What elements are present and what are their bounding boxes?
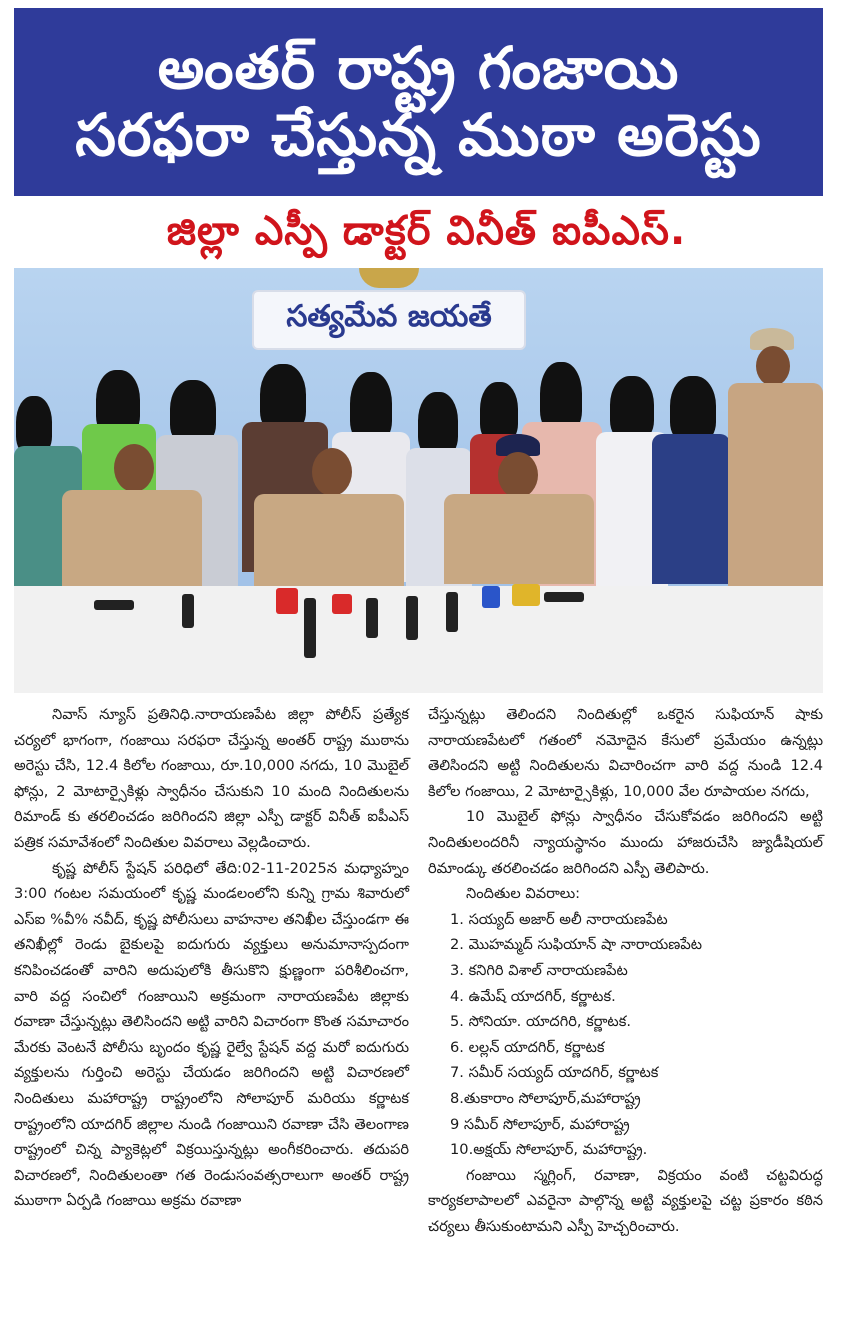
microphone: [406, 596, 418, 640]
article-column-left: [14, 702, 409, 1334]
microphone: [482, 586, 500, 608]
article-paragraph: 10 మొబైల్ ఫోన్లు స్వాధీనం చేసుకోవడం జరిగిందని అట్టి నిందితులందరినీ న్యాయస్థానం ముందు హాజరుచేసి జ్యుడీషియల్ రిమాండ్కు తరలించడం జరిగిందని ఎస్పీ తెలిపారు.: [428, 808, 823, 877]
microphone: [446, 592, 458, 632]
microphone: [544, 592, 584, 602]
accused-list-item: 9 సమీర్ సోలాపూర్, మహారాష్ట్ర: [450, 1115, 630, 1133]
accused-list-item: 6. లల్లన్ యాదగిర్, కర్ణాటక: [450, 1038, 605, 1056]
microphone: [276, 588, 298, 614]
press-table: [14, 586, 823, 693]
microphone: [332, 594, 352, 614]
accused-list-title: నిందితుల వివరాలు:: [466, 885, 581, 903]
accused-list-item: 4. ఉమేష్ యాదగిర్, కర్ణాటక.: [450, 987, 616, 1005]
accused-list-item: 5. సోనియా. యాదగిరి, కర్ణాటక.: [450, 1013, 631, 1031]
accused-list-item: 2. మొహమ్మద్ సుఫియాన్ షా నారాయణపేట: [450, 936, 702, 954]
article-paragraph: కృష్ణ పోలీస్ స్టేషన్ పరిధిలో తేది:02-11-2025న మధ్యాహ్నం 3:00 గంటల సమయంలో కృష్ణ మండలంలోని కున్ని గ్రామ శివారులో ఎస్ఐ %వీ% నవీద్, కృష్ణ పోలీసులు వాహనాల తనిఖీల చేస్తుండగా ఈ తనిఖీల్లో రెండు బైకులపై ఐదుగురు వ్యక్తులు అనుమానాస్పదంగా కనిపించడంతో వారిని అదుపులోకి తీసుకొని క్షుణ్ణంగా పరిశీలించగా, వారి వద్ద సంచిలో గంజాయిని అక్రమంగా నారాయణపేట జిల్లాకు రవాణా చేస్తున్నట్లు తెలిసిందని అట్టి వారిని విచారంగా కొంత సమాచారం మేరకు వెంటనే పోలీసు బృందం కృష్ణ రైల్వే స్టేషన్ వద్ద మరో ఐదుగురు వ్యక్తులను గుర్తించి అరెస్టు చేయడం జరిగిందని అట్టి విచారణలో నిందితులు మహారాష్ట్ర రాష్ట్రంలోని సోలాపూర్ మరియు కర్ణాటక రాష్ట్రంలోని యాదగిర్ జిల్లాల నుండి గంజాయిని రవాణా చేసి తెలంగాణ రాష్ట్రంలో చిన్న ప్యాకెట్లలో విక్రయిస్తున్నట్లు అంగీకరించారు. తదుపరి విచారణలో, నిందితులంతా గత రెండుసంవత్సరాలుగా అంతర్ రాష్ట్ర ముఠాగా ఏర్పడి గంజాయి అక్రమ రవాణా: [14, 859, 409, 1210]
article-paragraph: చేస్తున్నట్లు తెలిందని నిందితుల్లో ఒకరైన సుఫియాన్ షాకు నారాయణపేటలో గతంలో నమోదైన కేసులో ప్రమేయం ఉన్నట్లు తెలిసిందని అట్టి నిందితులను విచారించగా వారి వద్ద నుండి 12.4 కిలోల గంజాయి, 2 మోటార్సైకిళ్లు, 10,000 వేల రూపాయల నగదు,: [428, 706, 823, 800]
article-paragraph: గంజాయి స్మగ్లింగ్, రవాణా, విక్రయం వంటి చట్టవిరుద్ధ కార్యకలాపాలలో ఎవరైనా పాల్గొన్న అట్టి వ్యక్తులపై చట్ట ప్రకారం కఠిన చర్యలు తీసుకుంటామని ఎస్పీ హెచ్చరించారు.: [428, 1166, 823, 1235]
subheadline: జిల్లా ఎస్పీ డాక్టర్ వినీత్ ఐపీఎస్.: [166, 208, 687, 254]
press-meet-photo: [14, 268, 823, 693]
article-column-right: [428, 702, 823, 1334]
headline-banner: [14, 8, 823, 196]
accused-list-item: 3. కనిగిరి విశాల్ నారాయణపేట: [450, 961, 628, 979]
accused-list-item: 7. సమీర్ సయ్యద్ యాదగిర్, కర్ణాటక: [450, 1064, 659, 1082]
microphone: [304, 598, 316, 658]
accused-list: [428, 907, 823, 1163]
headline-line-1: అంతర్ రాష్ట్ర గంజాయి: [157, 34, 680, 103]
accused-list-item: 1. సయ్యద్ అజార్ అలీ నారాయణపేట: [450, 910, 668, 928]
microphone: [366, 598, 378, 638]
accused-list-item: 8.తుకారాం సోలాపూర్,మహారాష్ట్ర: [450, 1089, 641, 1107]
microphone: [182, 594, 194, 628]
headline-line-2: సరఫరా చేస్తున్న ముఠా అరెస్టు: [75, 101, 762, 169]
emblem-sign: సత్యమేవ జయతే: [252, 290, 526, 350]
microphone: [512, 584, 540, 606]
accused-list-item: 10.అక్షయ్ సోలాపూర్, మహారాష్ట్ర.: [450, 1141, 648, 1159]
article-body: [14, 702, 823, 1334]
article-paragraph: నివాస్ న్యూస్ ప్రతినిధి.నారాయణపేట జిల్లా పోలీస్ ప్రత్యేక చర్యలో భాగంగా, గంజాయి సరఫరా చేస్తున్న అంతర్ రాష్ట్ర ముఠాను అరెస్టు చేసి, 12.4 కిలోల గంజాయి, రూ.10,000 నగదు, 10 మొబైల్ ఫోన్లు, 2 మోటార్సైకిళ్లు స్వాధీనం చేసుకుని 10 మంది నిందితులను రిమాండ్ కు తరలించడం జరిగిందని జిల్లా ఎస్పీ డాక్టర్ వినీత్ ఐపీఎస్ పత్రిక సమావేశంలో నిందితుల వివరాలు వెల్లడించారు.: [14, 706, 409, 851]
microphone: [94, 600, 134, 610]
emblem-icon: [359, 268, 419, 288]
